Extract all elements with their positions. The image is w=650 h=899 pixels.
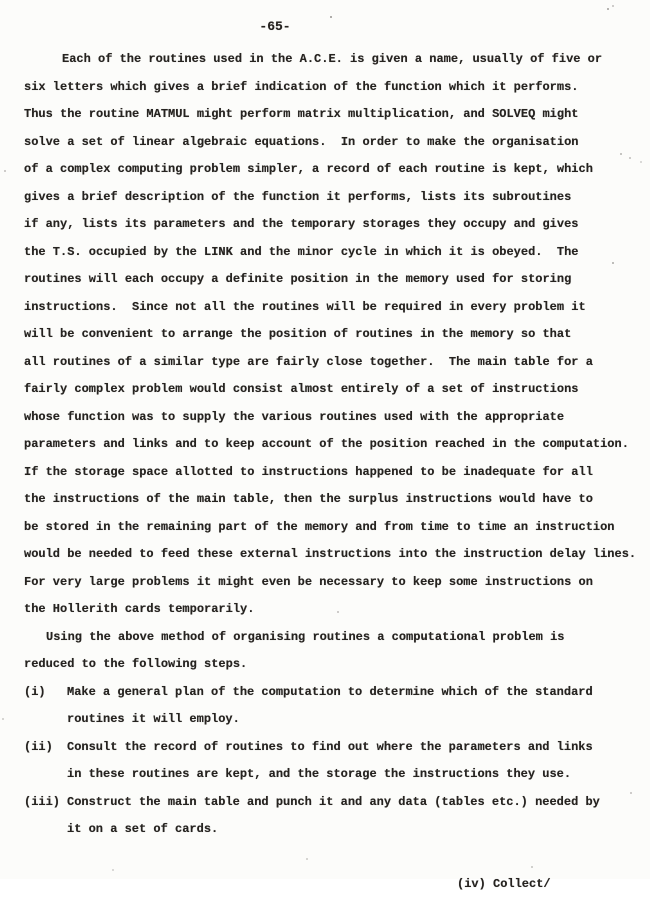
spacer-line	[24, 844, 646, 872]
text-line: whose function was to supply the various routines used with the appropriate	[24, 409, 565, 424]
list-item-continuation: it on a set of cards.	[67, 822, 219, 836]
catchword: (iv) Collect/	[457, 877, 551, 891]
text-line: For very large problems it might even be necessary to keep some instructions on	[24, 574, 593, 589]
text-line: six letters which gives a brief indication of the function which it performs.	[24, 79, 579, 94]
text-line: if any, lists its parameters and the temporary storages they occupy and gives	[24, 217, 579, 231]
text-line: the instructions of the main table, then the surplus instructions would have to	[24, 492, 593, 506]
text-line: Using the above method of organising routines a computational problem is	[46, 629, 565, 644]
scan-noise	[0, 0, 2, 2]
list-item-label: (i)	[24, 684, 46, 699]
list-item-label: (ii)	[24, 739, 53, 754]
text-line: fairly complex problem would consist almost entirely of a set of instructions	[24, 382, 579, 396]
list-item-text: Consult the record of routines to find out where the parameters and links	[67, 739, 593, 754]
text-line: If the storage space allotted to instructions happened to be inadequate for all	[24, 464, 593, 479]
text-line: parameters and links and to keep account of the position reached in the computation.	[24, 437, 629, 451]
list-item	[24, 679, 646, 707]
text-line: the T.S. occupied by the LINK and the minor cycle in which it is obeyed. The	[24, 244, 579, 259]
text-line: Thus the routine MATMUL might perform matrix multiplication, and SOLVEQ might	[24, 107, 579, 121]
text-line: routines will each occupy a definite position in the memory used for storing	[24, 272, 572, 286]
text-line: would be needed to feed these external instructions into the instruction delay lines.	[24, 547, 637, 561]
page-number: -65-	[259, 19, 291, 34]
text-line: of a complex computing problem simpler, a record of each routine is kept, which	[24, 162, 593, 176]
text-line: instructions. Since not all the routines will be required in every problem it	[24, 299, 586, 314]
text-line: reduced to the following steps.	[24, 657, 248, 671]
list-item-text: Make a general plan of the computation to determine which of the standard	[67, 684, 593, 699]
list-item-continuation: in these routines are kept, and the storage the instructions they use.	[67, 767, 572, 781]
list-item-label: (iii)	[24, 794, 61, 809]
text-line: the Hollerith cards temporarily.	[24, 602, 255, 616]
text-line: be stored in the remaining part of the memory and from time to time an instruction	[24, 519, 615, 534]
list-item	[24, 789, 646, 817]
list-item-text: Construct the main table and punch it and any data (tables etc.) needed by	[67, 794, 600, 809]
text-line: solve a set of linear algebraic equations. In order to make the organisation	[24, 134, 579, 149]
text-line: all routines of a similar type are fairly close together. The main table for a	[24, 354, 593, 369]
list-item	[24, 734, 646, 762]
text-line: Each of the routines used in the A.C.E. is given a name, usually of five or	[62, 52, 603, 66]
text-line: gives a brief description of the function it performs, lists its subroutines	[24, 189, 572, 204]
text-line: will be convenient to arrange the position of routines in the memory so that	[24, 327, 572, 341]
list-item-continuation: routines it will employ.	[67, 712, 240, 726]
document-text	[24, 46, 646, 899]
